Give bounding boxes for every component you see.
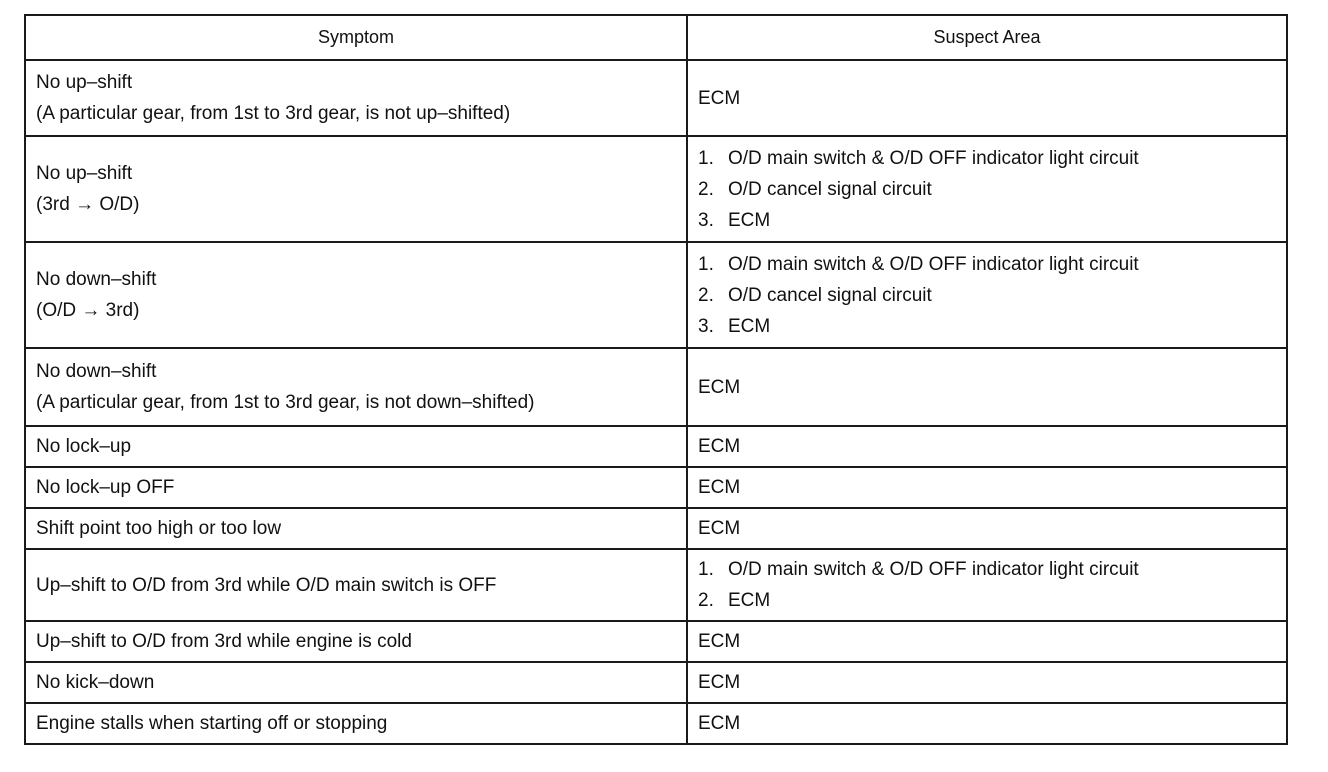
- suspect-area-cell: [687, 467, 1287, 508]
- symptom-cell: [25, 348, 687, 426]
- suspect-area-text: ECM: [698, 376, 741, 398]
- symptom-cell: [25, 508, 687, 549]
- table-row: [25, 621, 1287, 662]
- header-row: [25, 15, 1287, 60]
- suspect-area-text: ECM: [698, 713, 741, 734]
- suspect-area-text: ECM: [698, 87, 741, 109]
- symptom-cell: [25, 662, 687, 703]
- suspect-area-cell: [687, 621, 1287, 662]
- suspect-area-text: ECM: [698, 436, 741, 457]
- suspect-area-cell: [687, 508, 1287, 549]
- symptom-text: Shift point too high or too low: [36, 518, 282, 539]
- suspect-area-cell: [687, 662, 1287, 703]
- symptom-text: Up–shift to O/D from 3rd while O/D main switch is OFF: [36, 574, 497, 596]
- suspect-area-cell: [687, 60, 1287, 136]
- symptom-text: No lock–up: [36, 436, 132, 457]
- symptom-text: No lock–up OFF: [36, 477, 175, 498]
- symptom-detail: (A particular gear, from 1st to 3rd gear, is not up–shifted): [36, 103, 511, 124]
- symptom-detail: (O/D → 3rd): [36, 300, 140, 321]
- troubleshooting-sheet: [24, 14, 1286, 745]
- suspect-area-cell: [687, 703, 1287, 744]
- symptom-cell: [25, 426, 687, 467]
- table-row: [25, 348, 1287, 426]
- suspect-area-header: Suspect Area: [687, 15, 1287, 60]
- symptom-cell: [25, 242, 687, 348]
- symptom-text: No kick–down: [36, 672, 155, 693]
- table-row: [25, 242, 1287, 348]
- symptom-cell: [25, 703, 687, 744]
- symptom-text: No up–shift: [36, 72, 133, 93]
- symptom-text: Up–shift to O/D from 3rd while engine is cold: [36, 631, 412, 652]
- suspect-area-list: [698, 554, 1276, 616]
- symptom-text: Engine stalls when starting off or stopping: [36, 713, 388, 734]
- list-item: 1. O/D main switch & O/D OFF indicator light circuit: [698, 147, 1139, 169]
- suspect-area-list: [698, 249, 1276, 342]
- symptom-cell: [25, 60, 687, 136]
- symptom-cell: [25, 621, 687, 662]
- list-item: 2. O/D cancel signal circuit: [698, 178, 932, 200]
- suspect-area-text: ECM: [698, 518, 741, 539]
- symptom-header: Symptom: [25, 15, 687, 60]
- symptom-cell: [25, 549, 687, 621]
- symptom-detail: (A particular gear, from 1st to 3rd gear, is not down–shifted): [36, 392, 535, 413]
- suspect-area-cell: [687, 426, 1287, 467]
- table-row: [25, 549, 1287, 621]
- suspect-area-text: ECM: [698, 631, 741, 652]
- table-row: [25, 426, 1287, 467]
- symptom-text: No down–shift: [36, 269, 157, 290]
- symptom-detail: (3rd → O/D): [36, 194, 140, 215]
- suspect-area-cell: [687, 242, 1287, 348]
- symptom-cell: [25, 136, 687, 242]
- table-row: [25, 467, 1287, 508]
- list-item: 1. O/D main switch & O/D OFF indicator light circuit: [698, 253, 1139, 275]
- list-item: 2. ECM: [698, 590, 771, 611]
- symptom-table: [24, 14, 1288, 745]
- suspect-area-cell: [687, 136, 1287, 242]
- suspect-area-list: [698, 143, 1276, 236]
- suspect-area-text: ECM: [698, 672, 741, 693]
- list-item: 1. O/D main switch & O/D OFF indicator light circuit: [698, 559, 1139, 580]
- suspect-area-cell: [687, 348, 1287, 426]
- symptom-text: No down–shift: [36, 361, 157, 382]
- suspect-area-cell: [687, 549, 1287, 621]
- table-row: [25, 136, 1287, 242]
- table-row: [25, 508, 1287, 549]
- symptom-text: No up–shift: [36, 163, 133, 184]
- list-item: 3. ECM: [698, 315, 771, 337]
- table-row: [25, 662, 1287, 703]
- table-row: [25, 60, 1287, 136]
- table-row: [25, 703, 1287, 744]
- list-item: 2. O/D cancel signal circuit: [698, 284, 932, 306]
- symptom-cell: [25, 467, 687, 508]
- suspect-area-text: ECM: [698, 477, 741, 498]
- list-item: 3. ECM: [698, 209, 771, 231]
